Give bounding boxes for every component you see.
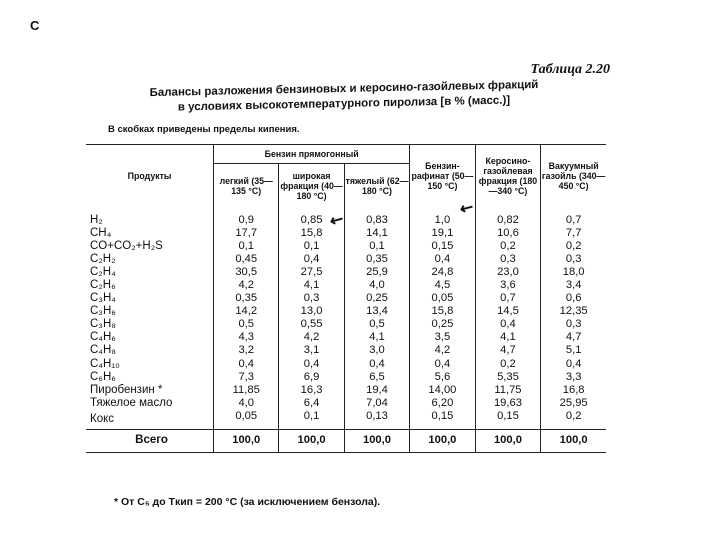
product-name: C₂H₆ [90, 278, 116, 291]
table-row [86, 410, 606, 430]
header-kerosene: Керосино-газойлевая фракция (180—340 °C) [475, 145, 541, 208]
total-value: 100,0 [410, 430, 475, 453]
value-cell: 0,2 [541, 240, 606, 253]
total-value: 100,0 [344, 430, 409, 453]
value-cell: 4,2 [214, 279, 279, 292]
value-cell: 0,35 [344, 253, 409, 266]
value-cell: 4,0 [344, 279, 409, 292]
value-cell: 0,2 [541, 410, 606, 430]
product-name: Тяжелое масло [90, 396, 173, 409]
value-cell: 0,05 [410, 292, 475, 305]
scanned-table-page [84, 40, 614, 520]
value-cell: 4,1 [344, 331, 409, 344]
total-value: 100,0 [541, 430, 606, 453]
header-products: Продукты [86, 145, 214, 208]
value-cell: 0,15 [410, 240, 475, 253]
value-cell: 6,4 [279, 397, 344, 410]
value-cell: 0,1 [279, 240, 344, 253]
value-cell: 0,83 [344, 208, 409, 227]
value-cell: 3,0 [344, 344, 409, 357]
value-cell: 0,4 [410, 253, 475, 266]
value-cell: 25,95 [541, 397, 606, 410]
value-cell: 0,25 [410, 318, 475, 331]
value-cell: 27,5 [279, 266, 344, 279]
value-cell: 6,5 [344, 371, 409, 384]
value-cell: 12,35 [541, 305, 606, 318]
table-row [86, 371, 606, 384]
value-cell: 0,15 [475, 410, 541, 430]
product-name: C₃H₈ [90, 318, 117, 331]
value-cell: 3,2 [214, 344, 279, 357]
value-cell: 0,5 [214, 318, 279, 331]
value-cell: 11,75 [475, 384, 541, 397]
title-line-2: в условиях высокотемпературного пиролиза [в % (масс.)] [177, 94, 511, 114]
value-cell: 0,1 [344, 240, 409, 253]
value-cell: 7,3 [214, 371, 279, 384]
value-cell: 4,1 [475, 331, 541, 344]
product-name: Кокс [90, 412, 115, 425]
value-cell: 5,6 [410, 371, 475, 384]
table-row [86, 305, 606, 318]
value-cell: 30,5 [214, 266, 279, 279]
total-label: Всего [86, 430, 214, 453]
title-line-1: Балансы разложения бензиновых и керосино-газойлевых фракций [149, 78, 539, 100]
value-cell: 10,6 [475, 227, 541, 240]
header-row-1 [86, 145, 606, 164]
value-cell: 0,85 [279, 208, 344, 227]
table-body [86, 208, 606, 430]
value-cell: 14,1 [344, 227, 409, 240]
pen-tick-mark: ↙ [456, 197, 477, 220]
value-cell: 18,0 [541, 266, 606, 279]
header-heavy: тяжелый (62—180 °C) [344, 164, 409, 208]
total-value: 100,0 [214, 430, 279, 453]
value-cell: 0,2 [475, 240, 541, 253]
value-cell: 6,20 [410, 397, 475, 410]
product-name: C₄H₈ [90, 344, 117, 357]
value-cell: 5,1 [541, 344, 606, 357]
product-name: C₄H₁₀ [90, 357, 120, 370]
value-cell: 3,3 [541, 371, 606, 384]
value-cell: 0,4 [475, 318, 541, 331]
data-table [86, 144, 606, 453]
header-straight-run: Бензин прямогонный [214, 145, 410, 164]
value-cell: 0,7 [541, 208, 606, 227]
value-cell: 0,35 [214, 292, 279, 305]
value-cell: 0,15 [410, 410, 475, 430]
header-light: легкий (35—135 °C) [214, 164, 279, 208]
table-row [86, 227, 606, 240]
value-cell: 3,5 [410, 331, 475, 344]
table-row [86, 240, 606, 253]
value-cell: 3,1 [279, 344, 344, 357]
product-name: C₃H₆ [90, 305, 116, 318]
product-name: CH₄ [90, 226, 112, 239]
value-cell: 13,0 [279, 305, 344, 318]
value-cell: 7,04 [344, 397, 409, 410]
value-cell: 19,63 [475, 397, 541, 410]
header-wide: широкая фракция (40—180 °C) [279, 164, 344, 208]
value-cell: 0,25 [344, 292, 409, 305]
value-cell: 14,5 [475, 305, 541, 318]
product-name: H₂ [90, 213, 103, 226]
pen-tick-mark: ↙ [326, 209, 347, 232]
value-cell: 0,4 [214, 358, 279, 371]
table-row [86, 266, 606, 279]
value-cell: 0,1 [214, 240, 279, 253]
product-name: Пиробензин * [90, 383, 163, 396]
value-cell: 0,4 [541, 358, 606, 371]
value-cell: 4,2 [279, 331, 344, 344]
value-cell: 6,9 [279, 371, 344, 384]
value-cell: 4,7 [541, 331, 606, 344]
product-name: C₂H₄ [90, 265, 116, 278]
value-cell: 24,8 [410, 266, 475, 279]
value-cell: 0,05 [214, 410, 279, 430]
product-name: C₃H₄ [90, 292, 116, 305]
value-cell: 3,4 [541, 279, 606, 292]
value-cell: 4,5 [410, 279, 475, 292]
total-row [86, 430, 606, 453]
table-row [86, 318, 606, 331]
product-name: C₄H₆ [90, 331, 116, 344]
product-name: C₂H₂ [90, 252, 116, 265]
table-row [86, 344, 606, 357]
corner-label: C [30, 18, 40, 33]
value-cell: 4,7 [475, 344, 541, 357]
total-value: 100,0 [475, 430, 541, 453]
table-row [86, 397, 606, 410]
value-cell: 17,7 [214, 227, 279, 240]
value-cell: 1,0 [410, 208, 475, 227]
value-cell: 0,55 [279, 318, 344, 331]
value-cell: 3,6 [475, 279, 541, 292]
value-cell: 0,3 [475, 253, 541, 266]
header-vacuum: Вакуумный газойль (340—450 °C) [541, 145, 606, 208]
product-name: C₆H₆ [90, 370, 116, 383]
value-cell: 19,1 [410, 227, 475, 240]
value-cell: 0,7 [475, 292, 541, 305]
table-row [86, 331, 606, 344]
value-cell: 0,45 [214, 253, 279, 266]
footnote: * От C₅ до Tкип = 200 °C (за исключением бензола). [114, 496, 381, 508]
value-cell: 15,8 [410, 305, 475, 318]
value-cell: 0,3 [541, 318, 606, 331]
product-name: CO+CO₂+H₂S [90, 239, 163, 252]
value-cell: 0,4 [410, 358, 475, 371]
value-cell: 0,6 [541, 292, 606, 305]
value-cell: 0,82 [475, 208, 541, 227]
table-number: Таблица 2.20 [530, 62, 610, 77]
value-cell: 15,8 [279, 227, 344, 240]
value-cell: 4,0 [214, 397, 279, 410]
value-cell: 13,4 [344, 305, 409, 318]
value-cell: 0,2 [475, 358, 541, 371]
value-cell: 4,3 [214, 331, 279, 344]
value-cell: 0,5 [344, 318, 409, 331]
value-cell: 7,7 [541, 227, 606, 240]
value-cell: 25,9 [344, 266, 409, 279]
value-cell: 0,4 [344, 358, 409, 371]
value-cell: 14,2 [214, 305, 279, 318]
value-cell: 0,1 [279, 410, 344, 430]
value-cell: 0,3 [279, 292, 344, 305]
total-value: 100,0 [279, 430, 344, 453]
value-cell: 0,4 [279, 358, 344, 371]
table-row [86, 358, 606, 371]
value-cell: 0,4 [279, 253, 344, 266]
value-cell: 23,0 [475, 266, 541, 279]
table-row [86, 292, 606, 305]
value-cell: 0,3 [541, 253, 606, 266]
value-cell: 4,1 [279, 279, 344, 292]
value-cell: 16,3 [279, 384, 344, 397]
table-title [124, 77, 564, 116]
boiling-note: В скобках приведены пределы кипения. [108, 124, 300, 135]
value-cell: 19,4 [344, 384, 409, 397]
table-row [86, 384, 606, 397]
table-row [86, 279, 606, 292]
header-raffinate: Бензин-рафинат (50—150 °C) [410, 145, 475, 208]
table-row [86, 253, 606, 266]
value-cell: 5,35 [475, 371, 541, 384]
value-cell: 16,8 [541, 384, 606, 397]
value-cell: 0,13 [344, 410, 409, 430]
value-cell: 11,85 [214, 384, 279, 397]
value-cell: 4,2 [410, 344, 475, 357]
value-cell: 14,00 [410, 384, 475, 397]
value-cell: 0,9 [214, 208, 279, 227]
